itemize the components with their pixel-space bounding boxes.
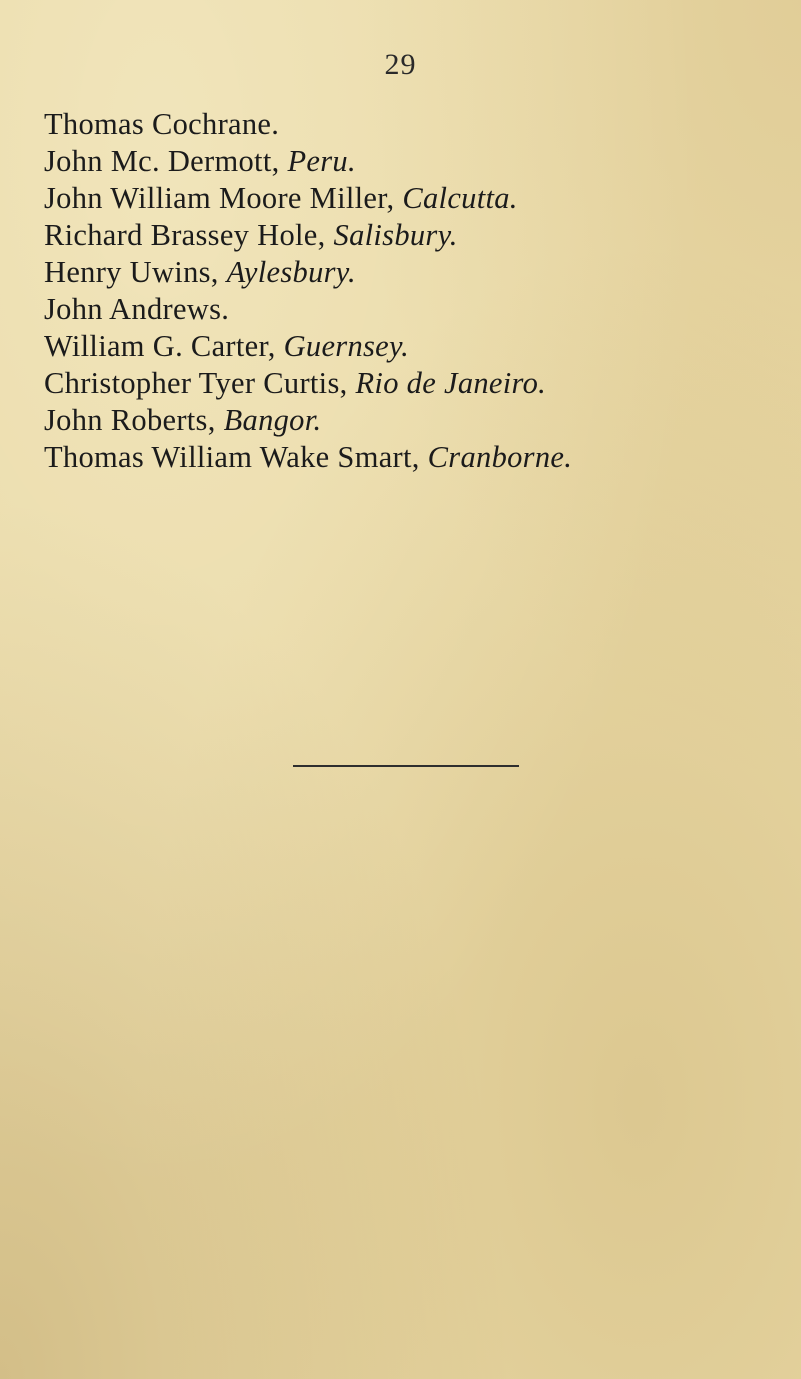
person-name: Thomas Cochrane. <box>44 107 280 141</box>
person-name: Thomas William Wake Smart, <box>44 440 420 474</box>
list-item <box>44 217 789 254</box>
list-item <box>44 106 789 143</box>
place-name: Guernsey. <box>283 329 410 363</box>
person-name: John Mc. Dermott, <box>44 144 280 178</box>
person-name: John William Moore Miller, <box>44 181 395 215</box>
person-name: William G. Carter, <box>44 329 276 363</box>
place-name: Peru. <box>287 144 356 178</box>
place-name: Bangor. <box>223 403 322 437</box>
list-item <box>44 143 789 180</box>
list-item <box>44 180 789 217</box>
place-name: Calcutta. <box>402 181 518 215</box>
place-name: Rio de Janeiro. <box>355 366 547 400</box>
person-name: John Roberts, <box>44 403 216 437</box>
person-name: Richard Brassey Hole, <box>44 218 326 252</box>
list-item <box>44 291 789 328</box>
person-name: John Andrews. <box>44 292 230 326</box>
place-name: Salisbury. <box>333 218 458 252</box>
list-item <box>44 439 789 476</box>
divider-rule <box>293 765 519 767</box>
name-list <box>44 106 789 476</box>
list-item <box>44 254 789 291</box>
list-item <box>44 402 789 439</box>
page-number: 29 <box>384 48 417 81</box>
person-name: Henry Uwins, <box>44 255 219 289</box>
place-name: Aylesbury. <box>226 255 356 289</box>
list-item <box>44 328 789 365</box>
list-item <box>44 365 789 402</box>
place-name: Cranborne. <box>427 440 573 474</box>
person-name: Christopher Tyer Curtis, <box>44 366 348 400</box>
